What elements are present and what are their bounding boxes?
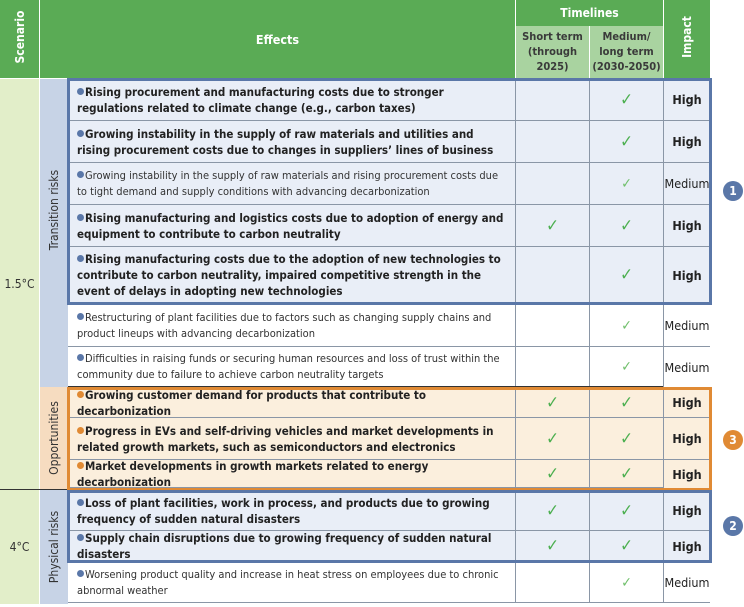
badge-3: 3	[723, 430, 743, 450]
scenario-1-5c	[0, 79, 39, 489]
impact-value: High	[672, 218, 702, 233]
check-icon: ✓	[620, 463, 633, 484]
bullet-icon	[77, 130, 84, 137]
short-term-line: 2025)	[536, 60, 569, 73]
impact-cell	[663, 418, 710, 460]
impact-value: Medium	[664, 575, 710, 590]
effect-text: Difficulties in raising funds or securing human resources and loss of trust within the community due to failure to achieve carbon neutrality targets	[77, 351, 500, 381]
impact-value: High	[672, 466, 702, 482]
header-impact-label: Impact	[680, 16, 694, 58]
effect-text: Supply chain disruptions due to growing frequency of sudden natural disasters	[77, 530, 492, 561]
effect-cell	[68, 305, 515, 346]
impact-value: High	[672, 503, 702, 518]
effect-text: Market developments in growth markets related to energy decarbonization	[77, 458, 429, 489]
table-row	[68, 388, 663, 418]
medium-term-cell	[589, 418, 663, 459]
medium-term-cell	[589, 121, 663, 162]
table-row	[68, 247, 663, 304]
category-label: Physical risks	[47, 510, 61, 584]
category-opportunities	[40, 387, 68, 489]
check-icon: ✓	[620, 392, 633, 413]
header-effects-label: Effects	[255, 31, 300, 47]
short-term-cell	[515, 79, 589, 120]
effect-text: Restructuring of plant facilities due to factors such as changing supply chains and product lineups with advancing decarbonization	[77, 310, 492, 340]
table-row	[68, 305, 663, 347]
short-term-cell	[515, 121, 589, 162]
bullet-icon	[77, 462, 84, 469]
short-term-cell	[515, 205, 589, 246]
scenario-4c	[0, 490, 39, 604]
check-icon: ✓	[620, 215, 633, 236]
check-icon: ✓	[546, 500, 559, 521]
check-icon: ✓	[620, 500, 633, 521]
table-row	[68, 563, 663, 603]
impact-cell	[663, 531, 710, 561]
table-row	[68, 163, 663, 205]
effect-cell	[68, 163, 515, 204]
bullet-icon	[77, 354, 84, 361]
table-row	[68, 121, 663, 163]
bullet-icon	[77, 214, 84, 221]
effect-text: Growing customer demand for products that contribute to decarbonization	[77, 387, 426, 418]
medium-term-cell	[589, 347, 663, 386]
bullet-icon	[77, 534, 84, 541]
effect-cell	[68, 460, 515, 487]
short-term-cell	[515, 491, 589, 530]
impact-cell	[663, 460, 710, 488]
short-term-cell	[515, 531, 589, 560]
impact-value: High	[672, 395, 702, 410]
bullet-icon	[77, 255, 84, 262]
bullet-icon	[77, 391, 84, 398]
short-term-cell	[515, 563, 589, 602]
check-icon: ✓	[546, 428, 559, 449]
header-scenario	[0, 0, 39, 78]
table-row	[68, 347, 663, 387]
impact-value: Medium	[664, 359, 710, 375]
impact-value: High	[672, 92, 702, 107]
short-term-cell	[515, 460, 589, 487]
medium-term-cell	[589, 247, 663, 303]
effect-cell	[68, 563, 515, 602]
medium-term-cell	[589, 79, 663, 120]
check-icon: ✓	[620, 265, 633, 285]
category-label: Opportunities	[47, 401, 61, 475]
effect-text: Loss of plant facilities, work in process, and products due to growing frequency of sudden natural disasters	[77, 495, 490, 526]
short-term-cell	[515, 163, 589, 204]
effect-text: Growing instability in the supply of raw materials and rising procurement costs due to tight demand and supply conditions with advancing decarbonization	[77, 168, 499, 198]
impact-value: High	[672, 268, 702, 283]
medium-term-cell	[589, 491, 663, 530]
effect-text: Growing instability in the supply of raw materials and utilities and rising procurement costs due to changes in suppliers’ lines of business	[77, 126, 494, 157]
impact-cell	[663, 121, 710, 163]
check-icon: ✓	[546, 535, 559, 556]
short-term-line: (through	[527, 45, 578, 58]
category-transition-risks	[40, 79, 68, 387]
effect-cell	[68, 79, 515, 120]
table-row	[68, 531, 663, 561]
short-term-cell	[515, 418, 589, 459]
impact-value: High	[672, 538, 702, 554]
check-icon: ✓	[621, 574, 632, 591]
table-row	[68, 205, 663, 247]
effect-cell	[68, 121, 515, 162]
header-timelines	[516, 0, 663, 26]
category-physical-risks	[40, 490, 68, 604]
short-term-cell	[515, 247, 589, 303]
medium-term-cell	[589, 205, 663, 246]
short-term-cell	[515, 305, 589, 346]
bullet-icon	[77, 313, 84, 320]
short-term-cell	[515, 347, 589, 386]
medium-term-cell	[589, 163, 663, 204]
bullet-icon	[77, 427, 84, 434]
impact-value: Medium	[664, 176, 710, 191]
category-label: Transition risks	[47, 169, 61, 251]
check-icon: ✓	[620, 428, 633, 449]
bullet-icon	[77, 88, 84, 95]
impact-value: High	[672, 134, 702, 149]
scenario-label: 4°C	[9, 540, 30, 554]
effect-text: Rising manufacturing costs due to the adoption of new technologies to contribute to carbon neutrality, impaired competitive strength in the event of delays in adopting new technologies	[77, 252, 501, 298]
medium-term-cell	[589, 563, 663, 602]
effect-text: Rising manufacturing and logistics costs due to adoption of energy and equipment to contribute to carbon neutrality	[77, 210, 504, 241]
check-icon: ✓	[620, 131, 633, 152]
impact-cell	[663, 491, 710, 531]
medium-term-line: (2030-2050)	[592, 60, 661, 73]
table-row	[68, 460, 663, 488]
check-icon: ✓	[620, 89, 633, 110]
header-effects	[40, 0, 515, 78]
effect-text: Worsening product quality and increase in heat stress on employees due to chronic abnormal weather	[77, 567, 499, 597]
check-icon: ✓	[546, 215, 559, 236]
impact-cell	[663, 388, 710, 418]
check-icon: ✓	[621, 317, 632, 334]
impact-cell	[663, 205, 710, 247]
impact-cell	[663, 247, 710, 304]
badge-1: 1	[723, 181, 743, 201]
effect-text: Rising procurement and manufacturing costs due to stronger regulations related to climate change (e.g., carbon taxes)	[77, 84, 444, 115]
medium-term-line: Medium/	[602, 30, 651, 43]
medium-term-cell	[589, 388, 663, 417]
medium-term-cell	[589, 305, 663, 346]
header-short-term	[516, 26, 589, 78]
impact-value: High	[672, 431, 702, 446]
medium-term-line: long term	[599, 45, 654, 58]
bullet-icon	[77, 570, 84, 577]
medium-term-cell	[589, 531, 663, 560]
effect-cell	[68, 247, 515, 303]
bullet-icon	[77, 499, 84, 506]
table-row	[68, 79, 663, 121]
effect-cell	[68, 347, 515, 386]
effect-text: Progress in EVs and self-driving vehicles and market developments in related growth markets, such as semiconductors and electronics	[77, 423, 494, 454]
impact-value: Medium	[664, 318, 710, 333]
header-scenario-label: Scenario	[13, 10, 27, 64]
impact-cell	[663, 347, 710, 387]
impact-cell	[663, 563, 710, 603]
effect-cell	[68, 531, 515, 560]
table-row	[68, 418, 663, 460]
impact-cell	[663, 305, 710, 347]
effect-cell	[68, 388, 515, 417]
short-term-cell	[515, 388, 589, 417]
bullet-icon	[77, 171, 84, 178]
impact-cell	[663, 163, 710, 205]
medium-term-cell	[589, 460, 663, 487]
check-icon: ✓	[620, 535, 633, 556]
check-icon: ✓	[621, 175, 632, 192]
effect-cell	[68, 418, 515, 459]
table-row	[68, 491, 663, 531]
header-timelines-label: Timelines	[560, 6, 619, 20]
check-icon: ✓	[621, 358, 632, 375]
check-icon: ✓	[546, 392, 559, 413]
effect-cell	[68, 491, 515, 530]
header-medium-term	[590, 26, 663, 78]
impact-cell	[663, 79, 710, 121]
effect-cell	[68, 205, 515, 246]
check-icon: ✓	[546, 463, 559, 484]
scenario-label: 1.5°C	[4, 277, 35, 291]
short-term-line: Short term	[522, 30, 583, 43]
badge-2: 2	[723, 516, 743, 536]
header-impact	[664, 0, 710, 78]
